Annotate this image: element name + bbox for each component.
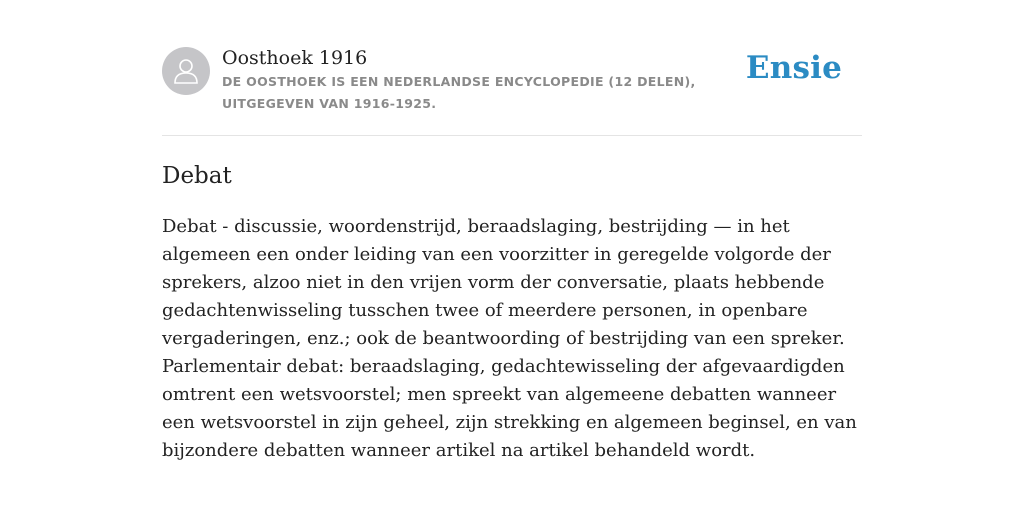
entry-text: Debat - discussie, woordenstrijd, beraadslaging, bestrijding — in het algemeen een onder leiding van een voorzitter in geregelde volgorde der sprekers, alzoo niet in den vrijen vorm der conversatie, plaats hebbende gedachtenwisseling tusschen twee of meerdere personen, in openbare vergaderingen, enz.; ook de beantwoording of bestrijding van een spreker. Parlementair debat: beraadslaging, gedachtewisseling der afgevaardigden omtrent een wetsvoorstel; men spreekt van algemeene debatten wanneer een wetsvoorstel in zijn geheel, zijn strekking en algemeen beginsel, en van bijzondere debatten wanneer artikel na artikel behandeld wordt.	[162, 216, 857, 461]
brand-logo[interactable]: Ensie	[745, 50, 842, 86]
avatar[interactable]	[162, 47, 210, 95]
source-info	[222, 46, 762, 115]
source-description: DE OOSTHOEK IS EEN NEDERLANDSE ENCYCLOPEDIE (12 DELEN), UITGEGEVEN VAN 1916-1925.	[222, 74, 696, 111]
divider	[162, 135, 862, 136]
source-header	[162, 46, 862, 135]
source-name[interactable]: Oosthoek 1916	[222, 47, 368, 69]
entry-title: Debat	[162, 163, 232, 189]
user-silhouette-icon	[171, 56, 201, 86]
entry-card	[162, 46, 862, 465]
